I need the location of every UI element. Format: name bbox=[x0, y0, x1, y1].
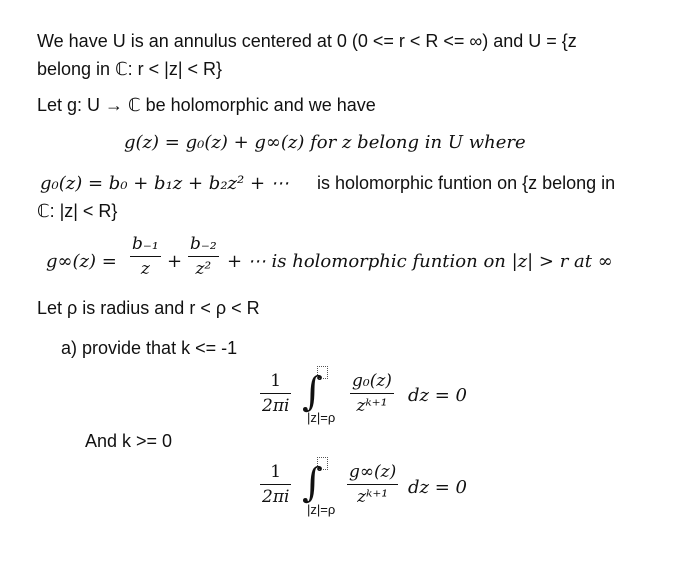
integrand-numerator: g₀(z) bbox=[352, 371, 392, 391]
integral-sign-icon: ∫ bbox=[302, 369, 323, 415]
integral-1-tail: dz = 0 bbox=[408, 385, 467, 406]
fraction-bar bbox=[130, 256, 161, 257]
part-a-label: a) provide that k <= -1 bbox=[61, 338, 238, 358]
fraction-bar bbox=[188, 256, 219, 257]
coefficient-numerator: 1 bbox=[270, 371, 282, 391]
fraction-b-minus-2 bbox=[188, 234, 219, 279]
intro-line-3: Let g: U → ℂ be holomorphic and we have bbox=[37, 95, 376, 115]
fraction-numerator: b₋₂ bbox=[190, 234, 217, 254]
intro-line-2: belong in ℂ: r < |z| < R} bbox=[37, 59, 223, 79]
equation-g: g(z) = g₀(z) + g∞(z) for z belong in U where bbox=[124, 132, 526, 153]
integral-1-coefficient bbox=[260, 371, 291, 416]
plus-sign: + bbox=[167, 251, 183, 272]
integral-1-integrand bbox=[350, 371, 394, 416]
integral-2-limit: |z|=ρ bbox=[307, 502, 336, 517]
intro-line-1: We have U is an annulus centered at 0 (0 <= r < R <= ∞) and U = {z bbox=[37, 31, 577, 51]
integral-1-limit: |z|=ρ bbox=[307, 410, 336, 425]
integrand-denominator: zᵏ⁺¹ bbox=[357, 487, 389, 507]
integral-upper-limit-placeholder-icon bbox=[317, 366, 328, 379]
fraction-numerator: b₋₁ bbox=[132, 234, 159, 254]
equation-ginf-left: g∞(z) = bbox=[46, 251, 117, 272]
integrand-numerator: g∞(z) bbox=[349, 462, 397, 482]
and-k-label: And k >= 0 bbox=[85, 431, 173, 451]
integral-2-integrand bbox=[347, 462, 398, 507]
equation-ginf-description: + ⋯ is holomorphic funtion on |z| > r at ∞ bbox=[227, 251, 613, 272]
equation-g0-domain: ℂ: |z| < R} bbox=[37, 201, 118, 221]
equation-g0-description: is holomorphic funtion on {z belong in bbox=[317, 173, 616, 193]
fraction-bar bbox=[260, 393, 291, 394]
integral-2-tail: dz = 0 bbox=[408, 477, 467, 498]
coefficient-denominator: 2πi bbox=[262, 396, 290, 416]
fraction-b-minus-1 bbox=[130, 234, 161, 279]
fraction-bar bbox=[350, 393, 394, 394]
integral-2-coefficient bbox=[260, 462, 291, 507]
integral-upper-limit-placeholder-icon bbox=[317, 457, 328, 470]
fraction-denominator: z² bbox=[195, 259, 212, 279]
integral-sign-icon: ∫ bbox=[302, 460, 323, 506]
integrand-denominator: zᵏ⁺¹ bbox=[356, 396, 388, 416]
fraction-denominator: z bbox=[140, 259, 150, 279]
fraction-bar bbox=[347, 484, 398, 485]
equation-g0: g₀(z) = b₀ + b₁z + b₂z² + ⋯ bbox=[40, 173, 289, 194]
coefficient-denominator: 2πi bbox=[262, 487, 290, 507]
fraction-bar bbox=[260, 484, 291, 485]
coefficient-numerator: 1 bbox=[270, 462, 282, 482]
let-rho-line: Let ρ is radius and r < ρ < R bbox=[37, 298, 260, 318]
